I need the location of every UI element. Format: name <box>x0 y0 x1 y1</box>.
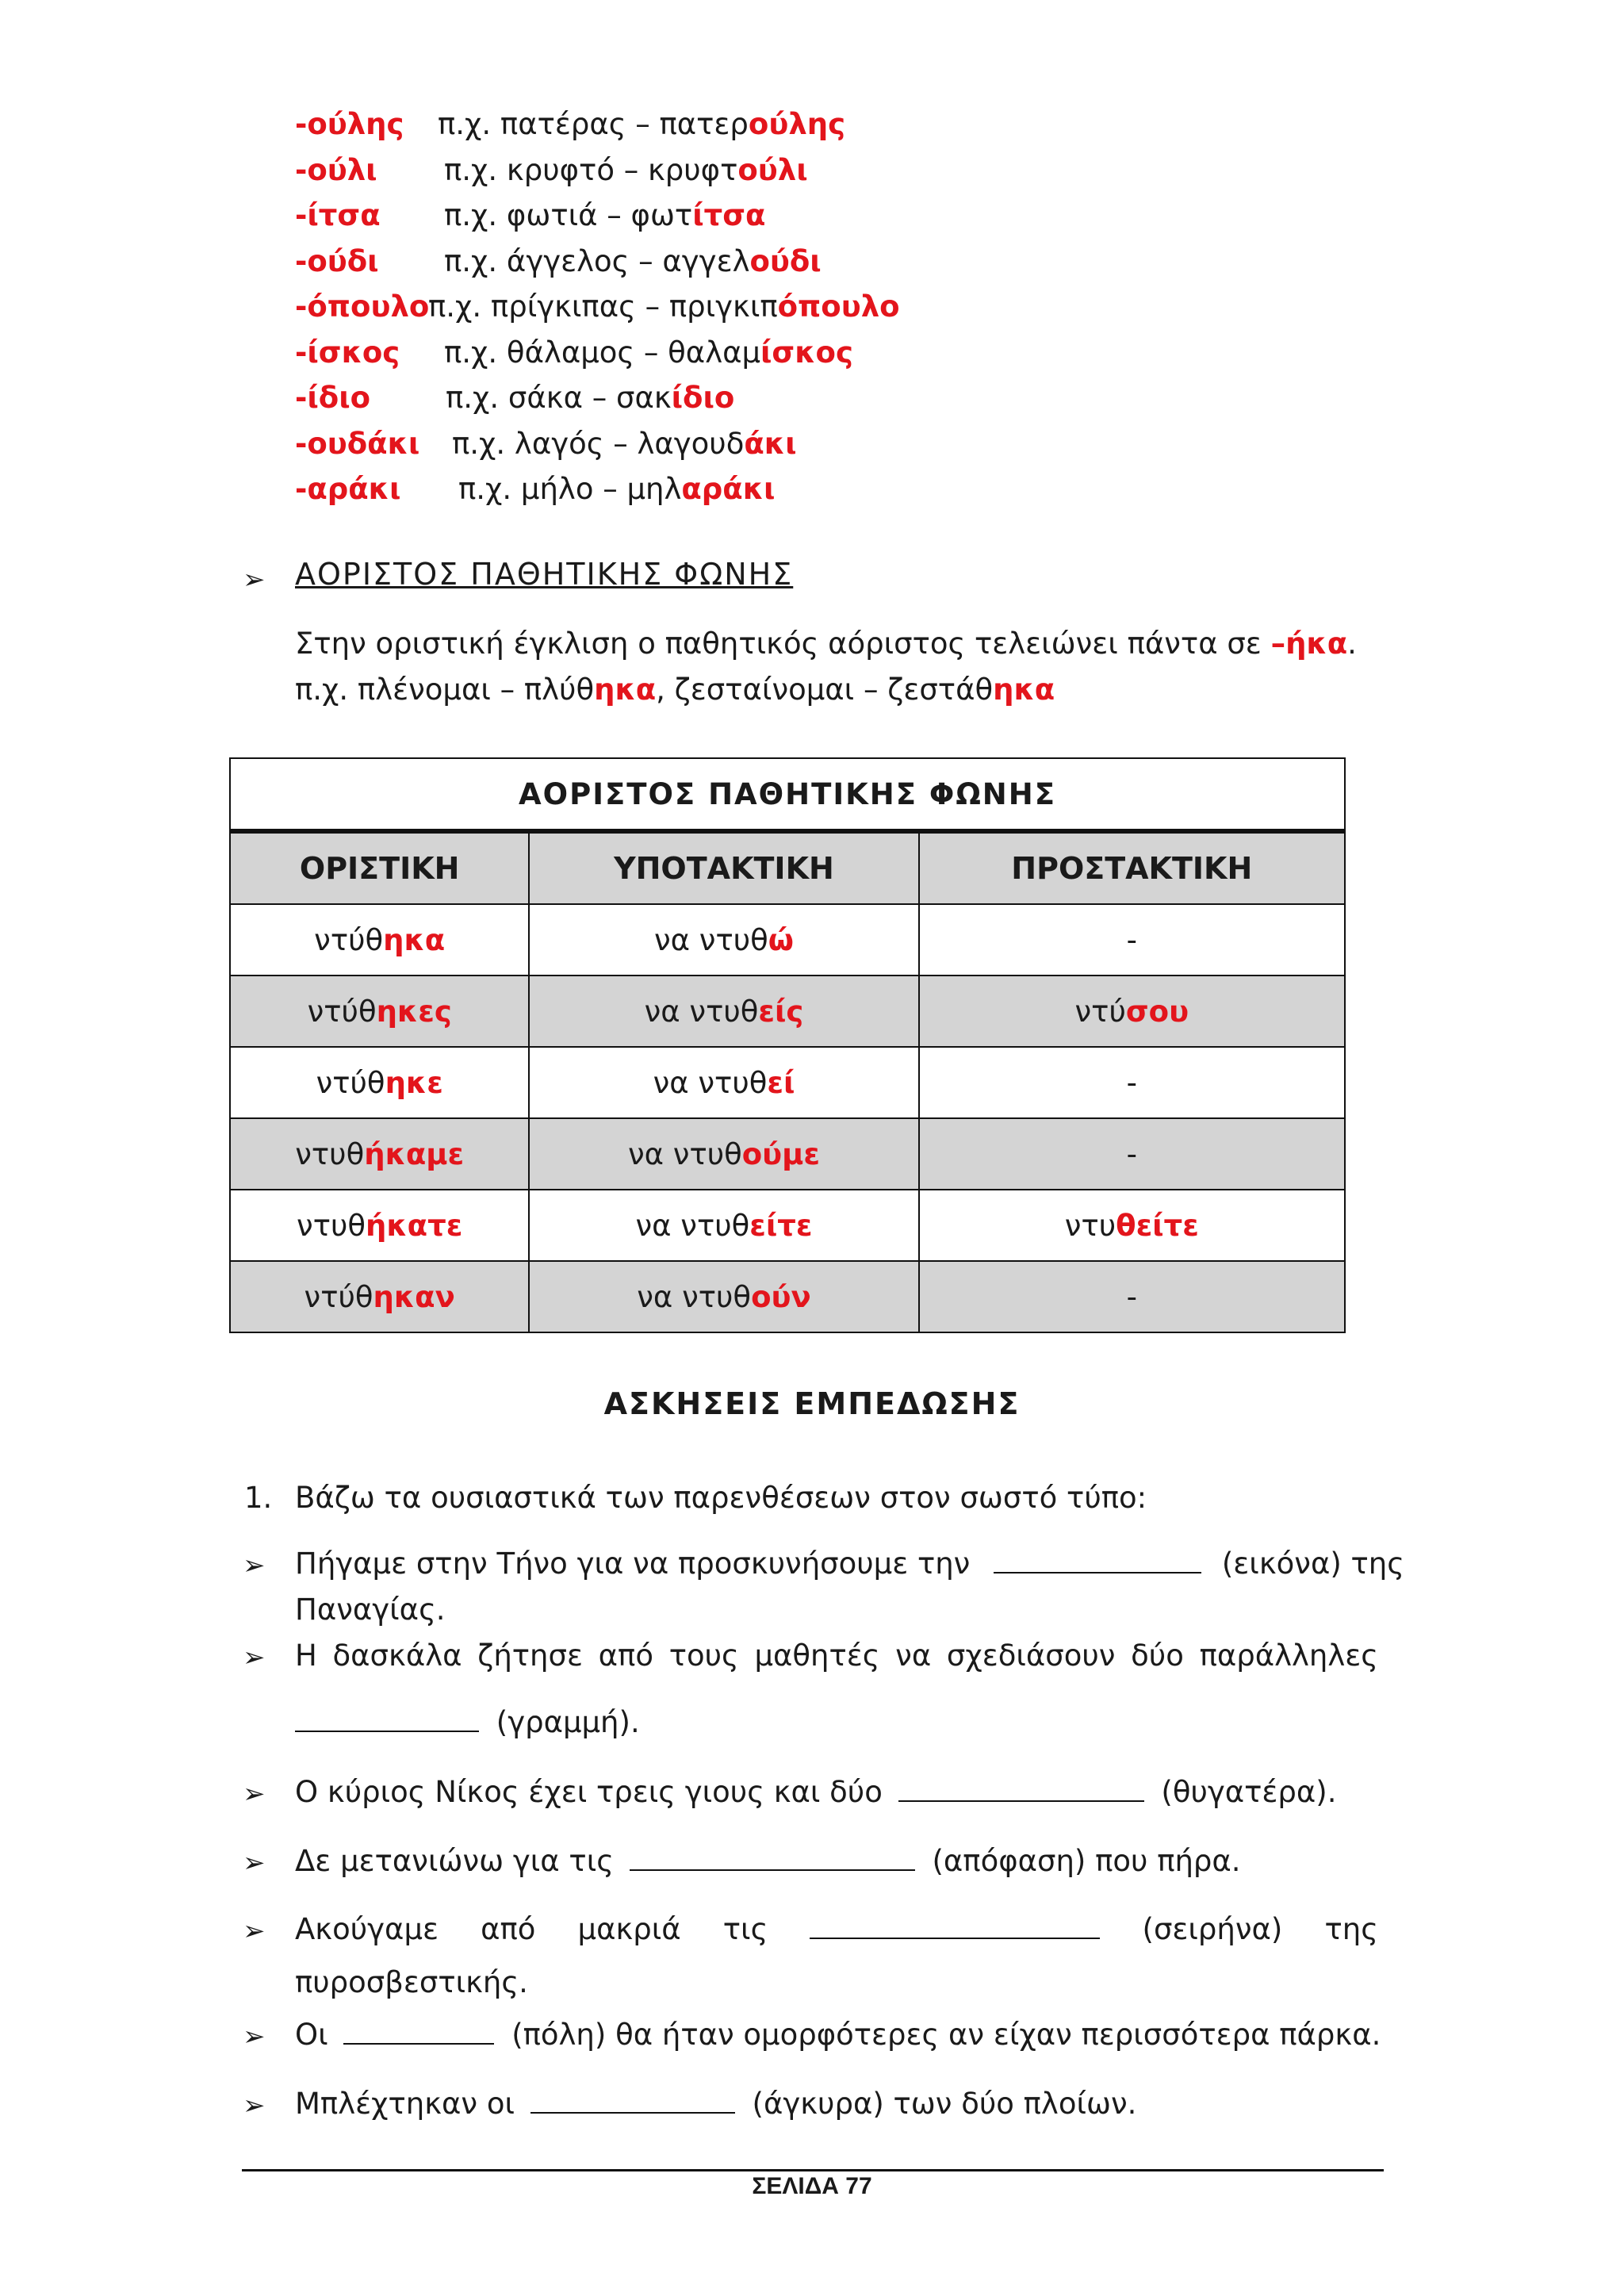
verb-stem: ντυθ <box>295 1137 365 1171</box>
verb-stem: να ντυθ <box>644 994 759 1029</box>
table-cell-imp <box>919 904 1345 976</box>
sentence-2-word: παράλληλες <box>1199 1639 1378 1673</box>
answer-blank-6[interactable] <box>343 2018 494 2045</box>
suffix-label: -ίσκος <box>295 335 400 370</box>
table-row <box>230 976 1345 1047</box>
page-number: ΣΕΛΙΔΑ 77 <box>752 2173 872 2199</box>
bullet-arrow-icon: ➢ <box>243 1915 266 1947</box>
verb-stem: να ντυθ <box>627 1137 742 1171</box>
sentence-6-hint: (πόλη) θα ήταν ομορφότερες αν είχαν περισσότερα πάρκα. <box>511 2018 1381 2052</box>
example-suffix: αράκι <box>681 472 776 506</box>
sentence-2-word: δασκάλα <box>332 1639 462 1673</box>
verb-ending: ούν <box>751 1279 811 1314</box>
verb-stem: - <box>1126 1137 1137 1171</box>
suffix-label: -ίδιο <box>295 381 371 415</box>
sentence-2-word: δύο <box>1131 1639 1184 1673</box>
rule-dot: . <box>1347 627 1357 661</box>
table-row <box>230 1261 1345 1332</box>
sentence-7-text: Μπλέχτηκαν οι <box>295 2087 515 2121</box>
rule-paragraph <box>295 627 1357 661</box>
suffix-example <box>444 193 765 239</box>
bullet-arrow-icon: ➢ <box>243 1847 266 1879</box>
column-header-subjunctive: ΥΠΟΤΑΚΤΙΚΗ <box>529 831 918 904</box>
example-suffix: ίτσα <box>692 198 766 232</box>
table-cell-imp <box>919 1118 1345 1190</box>
answer-blank-2[interactable] <box>295 1705 479 1732</box>
suffix-example <box>458 466 775 512</box>
sentence-4-hint: (απόφαση) που πήρα. <box>932 1844 1241 1878</box>
example-suffix: ούλι <box>737 152 808 187</box>
verb-ending: εί <box>767 1065 795 1100</box>
verb-ending: ώ <box>768 922 794 957</box>
sentence-2-word: τους <box>668 1639 739 1673</box>
table-cell-ind <box>230 976 529 1047</box>
answer-blank-1[interactable] <box>994 1547 1201 1573</box>
suffix-example <box>444 330 853 376</box>
example-stem: π.χ. θάλαμος – θαλαμ <box>444 335 761 370</box>
bullet-arrow-icon: ➢ <box>243 2090 266 2122</box>
sentence-2-hint: (γραμμή). <box>496 1705 640 1739</box>
table-row <box>230 1047 1345 1118</box>
suffix-example <box>438 102 845 148</box>
sentence-5-word: Ακούγαμε <box>295 1912 439 1946</box>
verb-ending: ηκα <box>383 922 446 957</box>
bullet-arrow-icon: ➢ <box>243 1550 266 1581</box>
verb-ending: ήκατε <box>366 1208 463 1243</box>
verb-stem: - <box>1126 1065 1137 1100</box>
bullet-arrow-icon: ➢ <box>243 1642 266 1673</box>
answer-blank-3[interactable] <box>898 1775 1144 1802</box>
sentence-3-hint: (θυγατέρα). <box>1161 1775 1337 1809</box>
example-suffix: όπουλο <box>777 289 900 324</box>
bullet-arrow-icon: ➢ <box>243 1778 266 1810</box>
table-title: ΑΟΡΙΣΤΟΣ ΠΑΘΗΤΙΚΗΣ ΦΩΝΗΣ <box>230 758 1345 831</box>
table-cell-ind <box>230 904 529 976</box>
example-suffix: άκι <box>744 426 797 461</box>
example-stem: π.χ. μήλο – μηλ <box>458 472 682 506</box>
verb-stem: να ντυθ <box>653 922 768 957</box>
verb-stem: να ντυθ <box>637 1279 752 1314</box>
example-paragraph <box>295 673 1055 707</box>
sentence-5-word: της <box>1324 1912 1378 1946</box>
suffix-example <box>444 239 822 285</box>
column-header-imperative: ΠΡΟΣΤΑΚΤΙΚΗ <box>919 831 1345 904</box>
sentence-7 <box>295 2087 1378 2121</box>
verb-ending: είς <box>758 994 804 1029</box>
table-row <box>230 1118 1345 1190</box>
table-cell-imp <box>919 976 1345 1047</box>
suffix-example <box>444 148 808 194</box>
suffix-example <box>428 284 900 330</box>
verb-stem: ντυ <box>1064 1208 1116 1243</box>
verb-stem: ντύθ <box>304 1279 373 1314</box>
verb-stem: - <box>1126 922 1137 957</box>
sentence-2-word: Η <box>295 1639 317 1673</box>
sentence-2-word: να <box>895 1639 932 1673</box>
sentence-6-text: Οι <box>295 2018 328 2052</box>
rule-ending: –ήκα <box>1270 627 1348 661</box>
conjugation-table <box>229 757 1346 1333</box>
example-suffix: ίδιο <box>671 381 735 415</box>
example-ending-b: ηκα <box>993 673 1055 707</box>
verb-ending: είτε <box>749 1208 813 1243</box>
sentence-7-hint: (άγκυρα) των δύο πλοίων. <box>752 2087 1137 2121</box>
suffix-label: -ούδι <box>295 243 379 278</box>
example-ending-a: ηκα <box>594 673 657 707</box>
sentence-5-word: τις <box>722 1912 768 1946</box>
example-stem: π.χ. πρίγκιπας – πριγκιπ <box>428 289 778 324</box>
verb-ending: ήκαμε <box>364 1137 465 1171</box>
sentence-1-cont: Παναγίας. <box>295 1593 446 1627</box>
sentence-5-word: μακριά <box>577 1912 681 1946</box>
example-text-a: π.χ. πλένομαι – πλύθ <box>295 673 595 707</box>
table-cell-sub <box>529 1190 918 1261</box>
sentence-5-word: από <box>481 1912 536 1946</box>
example-stem: π.χ. κρυφτό – κρυφτ <box>444 152 738 187</box>
answer-blank-7[interactable] <box>530 2087 735 2114</box>
verb-stem: να ντυθ <box>635 1208 750 1243</box>
table-cell-imp <box>919 1261 1345 1332</box>
table-cell-sub <box>529 1261 918 1332</box>
answer-blank-5[interactable] <box>810 1912 1100 1939</box>
table-cell-ind <box>230 1047 529 1118</box>
exercise-number: 1. <box>244 1481 273 1515</box>
sentence-2-word: από <box>598 1639 653 1673</box>
example-stem: π.χ. φωτιά – φωτ <box>444 198 693 232</box>
table-row <box>230 1190 1345 1261</box>
sentence-6 <box>295 2018 1381 2052</box>
table-cell-sub <box>529 976 918 1047</box>
verb-ending: ούμε <box>741 1137 820 1171</box>
exercise-instruction: Βάζω τα ουσιαστικά των παρενθέσεων στον σωστό τύπο: <box>295 1481 1147 1515</box>
verb-stem: ντύθ <box>316 1065 385 1100</box>
bullet-arrow-icon: ➢ <box>243 2021 266 2053</box>
verb-stem: ντύθ <box>314 922 384 957</box>
sentence-1-hint: (εικόνα) της <box>1221 1547 1404 1581</box>
table-cell-imp <box>919 1190 1345 1261</box>
column-header-indicative: ΟΡΙΣΤΙΚΗ <box>230 831 529 904</box>
verb-ending: σου <box>1125 994 1189 1029</box>
example-stem: π.χ. άγγελος – αγγελ <box>444 243 750 278</box>
suffix-label: -ίτσα <box>295 198 381 232</box>
table-cell-sub <box>529 1118 918 1190</box>
sentence-2-word: μαθητές <box>754 1639 880 1673</box>
suffix-example <box>446 375 734 421</box>
answer-blank-4[interactable] <box>630 1844 915 1871</box>
sentence-3-text: Ο κύριος Νίκος έχει τρεις γιους και δύο <box>295 1775 883 1809</box>
sentence-4 <box>295 1844 1378 1878</box>
verb-ending: ηκαν <box>373 1279 455 1314</box>
example-suffix: ούδι <box>749 243 822 278</box>
suffix-label: -ουδάκι <box>295 426 420 461</box>
table-cell-sub <box>529 904 918 976</box>
verb-stem: ντυθ <box>297 1208 366 1243</box>
sentence-5 <box>295 1912 1378 1946</box>
sentence-2-cont <box>295 1705 1378 1739</box>
example-text-b: , ζεσταίνομαι – ζεστάθ <box>656 673 994 707</box>
sentence-3 <box>295 1775 1378 1809</box>
sentence-4-text: Δε μετανιώνω για τις <box>295 1844 614 1878</box>
example-stem: π.χ. σάκα – σακ <box>446 381 672 415</box>
table-cell-ind <box>230 1118 529 1190</box>
verb-ending: ηκε <box>385 1065 443 1100</box>
table-cell-ind <box>230 1190 529 1261</box>
suffix-label: -ούλι <box>295 152 377 187</box>
example-stem: π.χ. πατέρας – πατερ <box>438 107 749 141</box>
footer-divider <box>242 2169 1384 2171</box>
verb-stem: ντύ <box>1074 994 1126 1029</box>
sentence-5-cont: πυροσβεστικής. <box>295 1965 528 1999</box>
section-heading: ΑΟΡΙΣΤΟΣ ΠΑΘΗΤΙΚΗΣ ΦΩΝΗΣ <box>295 557 794 592</box>
verb-stem: - <box>1126 1279 1137 1314</box>
suffix-label: -όπουλο <box>295 289 430 324</box>
suffix-example <box>452 421 796 467</box>
suffix-label: -αράκι <box>295 472 401 506</box>
suffix-label: -ούλης <box>295 107 404 141</box>
sentence-2-word: ζήτησε <box>477 1639 583 1673</box>
verb-stem: να ντυθ <box>653 1065 768 1100</box>
verb-stem: ντύθ <box>307 994 377 1029</box>
sentence-1-text: Πήγαμε στην Τήνο για να προσκυνήσουμε την <box>295 1547 971 1581</box>
sentence-2 <box>295 1639 1378 1673</box>
table-cell-ind <box>230 1261 529 1332</box>
verb-ending: θείτε <box>1116 1208 1199 1243</box>
example-stem: π.χ. λαγός – λαγουδ <box>452 426 745 461</box>
example-suffix: ούλης <box>748 107 846 141</box>
rule-text: Στην οριστική έγκλιση ο παθητικός αόριστος τελειώνει πάντα σε <box>295 627 1271 661</box>
table-cell-sub <box>529 1047 918 1118</box>
exercises-title: ΑΣΚΗΣΕΙΣ ΕΜΠΕΔΩΣΗΣ <box>603 1386 1021 1421</box>
bullet-arrow-icon: ➢ <box>243 564 266 596</box>
table-cell-imp <box>919 1047 1345 1118</box>
example-suffix: ίσκος <box>760 335 853 370</box>
verb-ending: ηκες <box>376 994 452 1029</box>
sentence-5-word: (σειρήνα) <box>1142 1912 1283 1946</box>
sentence-1 <box>295 1547 1404 1581</box>
table-row <box>230 904 1345 976</box>
sentence-2-word: σχεδιάσουν <box>946 1639 1116 1673</box>
